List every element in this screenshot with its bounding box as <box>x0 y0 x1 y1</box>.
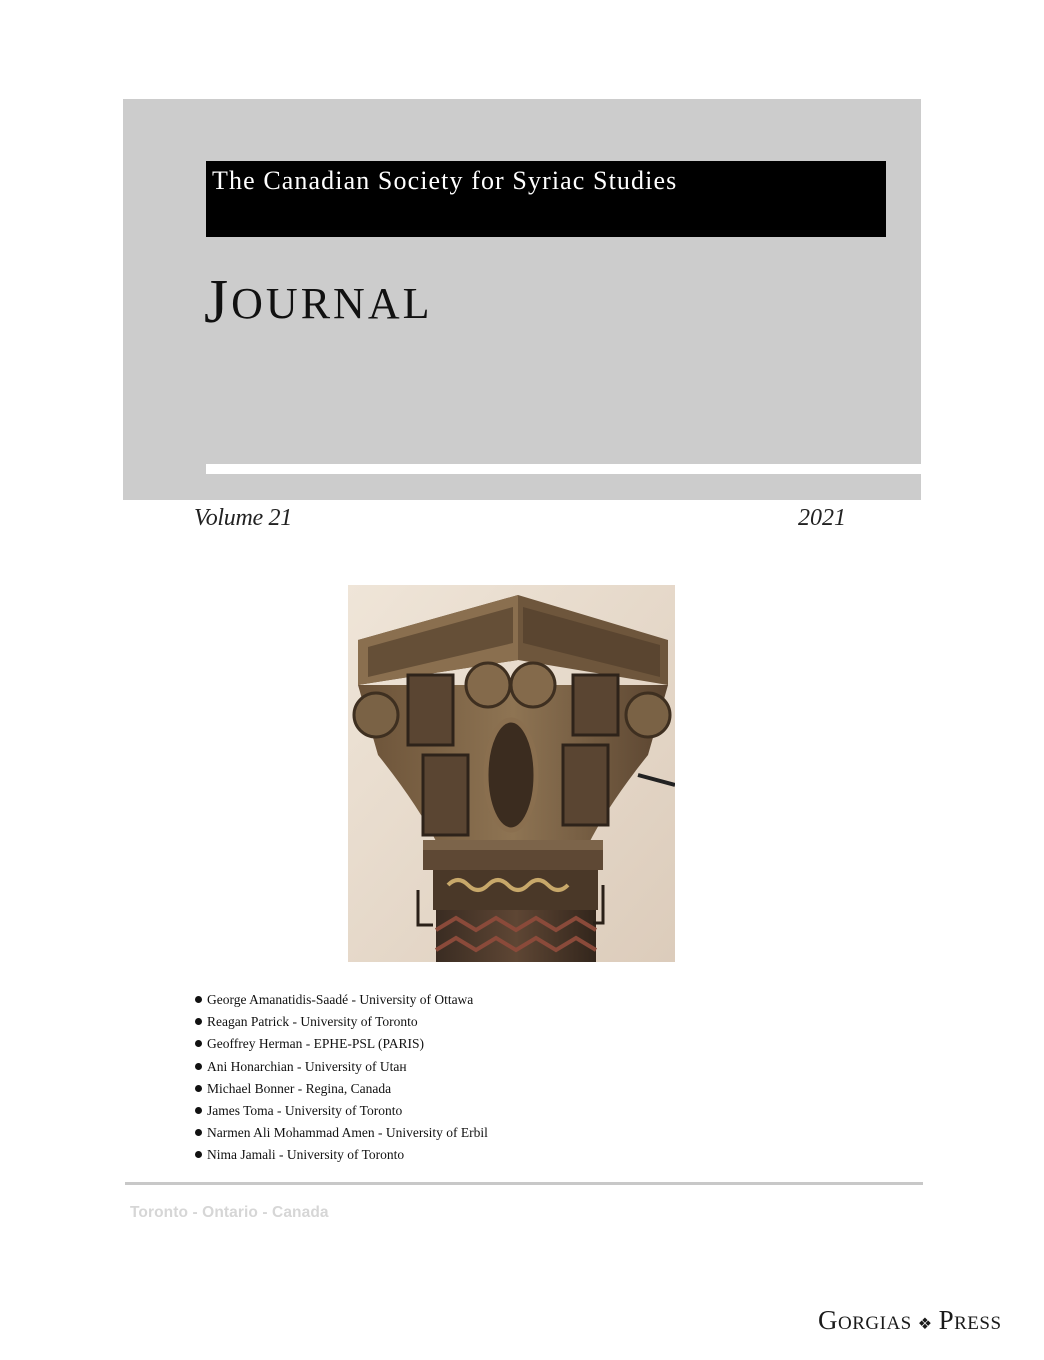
bullet-icon <box>195 1040 202 1047</box>
bullet-icon <box>195 1063 202 1070</box>
contributor-text: Narmen Ali Mohammad Amen - University of Erbil <box>207 1125 488 1141</box>
cover-header-panel <box>123 99 921 500</box>
contributor-text: George Amanatidis-Saadé - University of Ottawa <box>207 992 474 1007</box>
journal-title-initial: J <box>204 268 232 336</box>
contributor-item <box>195 1079 488 1101</box>
contributor-list <box>195 990 488 1168</box>
year-label: 2021 <box>798 505 846 531</box>
bullet-icon <box>195 1085 202 1092</box>
bullet-icon <box>195 1151 202 1158</box>
journal-title <box>204 267 433 336</box>
contributor-text: Michael Bonner - Regina, Canada <box>207 1080 392 1096</box>
bullet-icon <box>195 996 202 1003</box>
cover-image-column-capital <box>348 585 675 962</box>
publisher-logo <box>818 1305 1002 1336</box>
footer-divider <box>125 1182 923 1185</box>
location-label: Toronto - Ontario - Canada <box>130 1204 329 1221</box>
publisher-word-2: RESS <box>954 1313 1002 1334</box>
contributor-item <box>195 1012 488 1034</box>
society-banner <box>206 161 886 237</box>
volume-label: Volume 21 <box>194 505 292 531</box>
contributor-text: Ani Honarchian - University of Utaн <box>207 1058 407 1074</box>
decorative-stripe <box>206 464 921 474</box>
bullet-icon <box>195 1107 202 1114</box>
publisher-word-1: ORGIAS <box>838 1313 912 1334</box>
contributor-item <box>195 1101 488 1123</box>
publisher-initial-g: G <box>818 1305 838 1335</box>
society-name: The Canadian Society for Syriac Studies <box>212 166 678 195</box>
contributor-item <box>195 1034 488 1056</box>
column-capital-illustration <box>348 585 675 962</box>
contributor-text: James Toma - University of Toronto <box>207 1102 403 1118</box>
contributor-item <box>195 990 488 1012</box>
publisher-initial-p: P <box>938 1305 955 1335</box>
contributor-item <box>195 1145 488 1167</box>
contributor-item <box>195 1123 488 1145</box>
contributor-text: Geoffrey Herman - EPHE-PSL (PARIS) <box>207 1036 424 1052</box>
journal-title-rest: OURNAL <box>231 279 433 328</box>
bullet-icon <box>195 1018 202 1025</box>
bullet-icon <box>195 1129 202 1136</box>
contributor-text: Reagan Patrick - University of Toronto <box>207 1014 418 1030</box>
contributor-item <box>195 1057 488 1079</box>
contributor-text: Nima Jamali - University of Toronto <box>207 1147 405 1163</box>
ornament-icon: ❖ <box>917 1316 933 1333</box>
